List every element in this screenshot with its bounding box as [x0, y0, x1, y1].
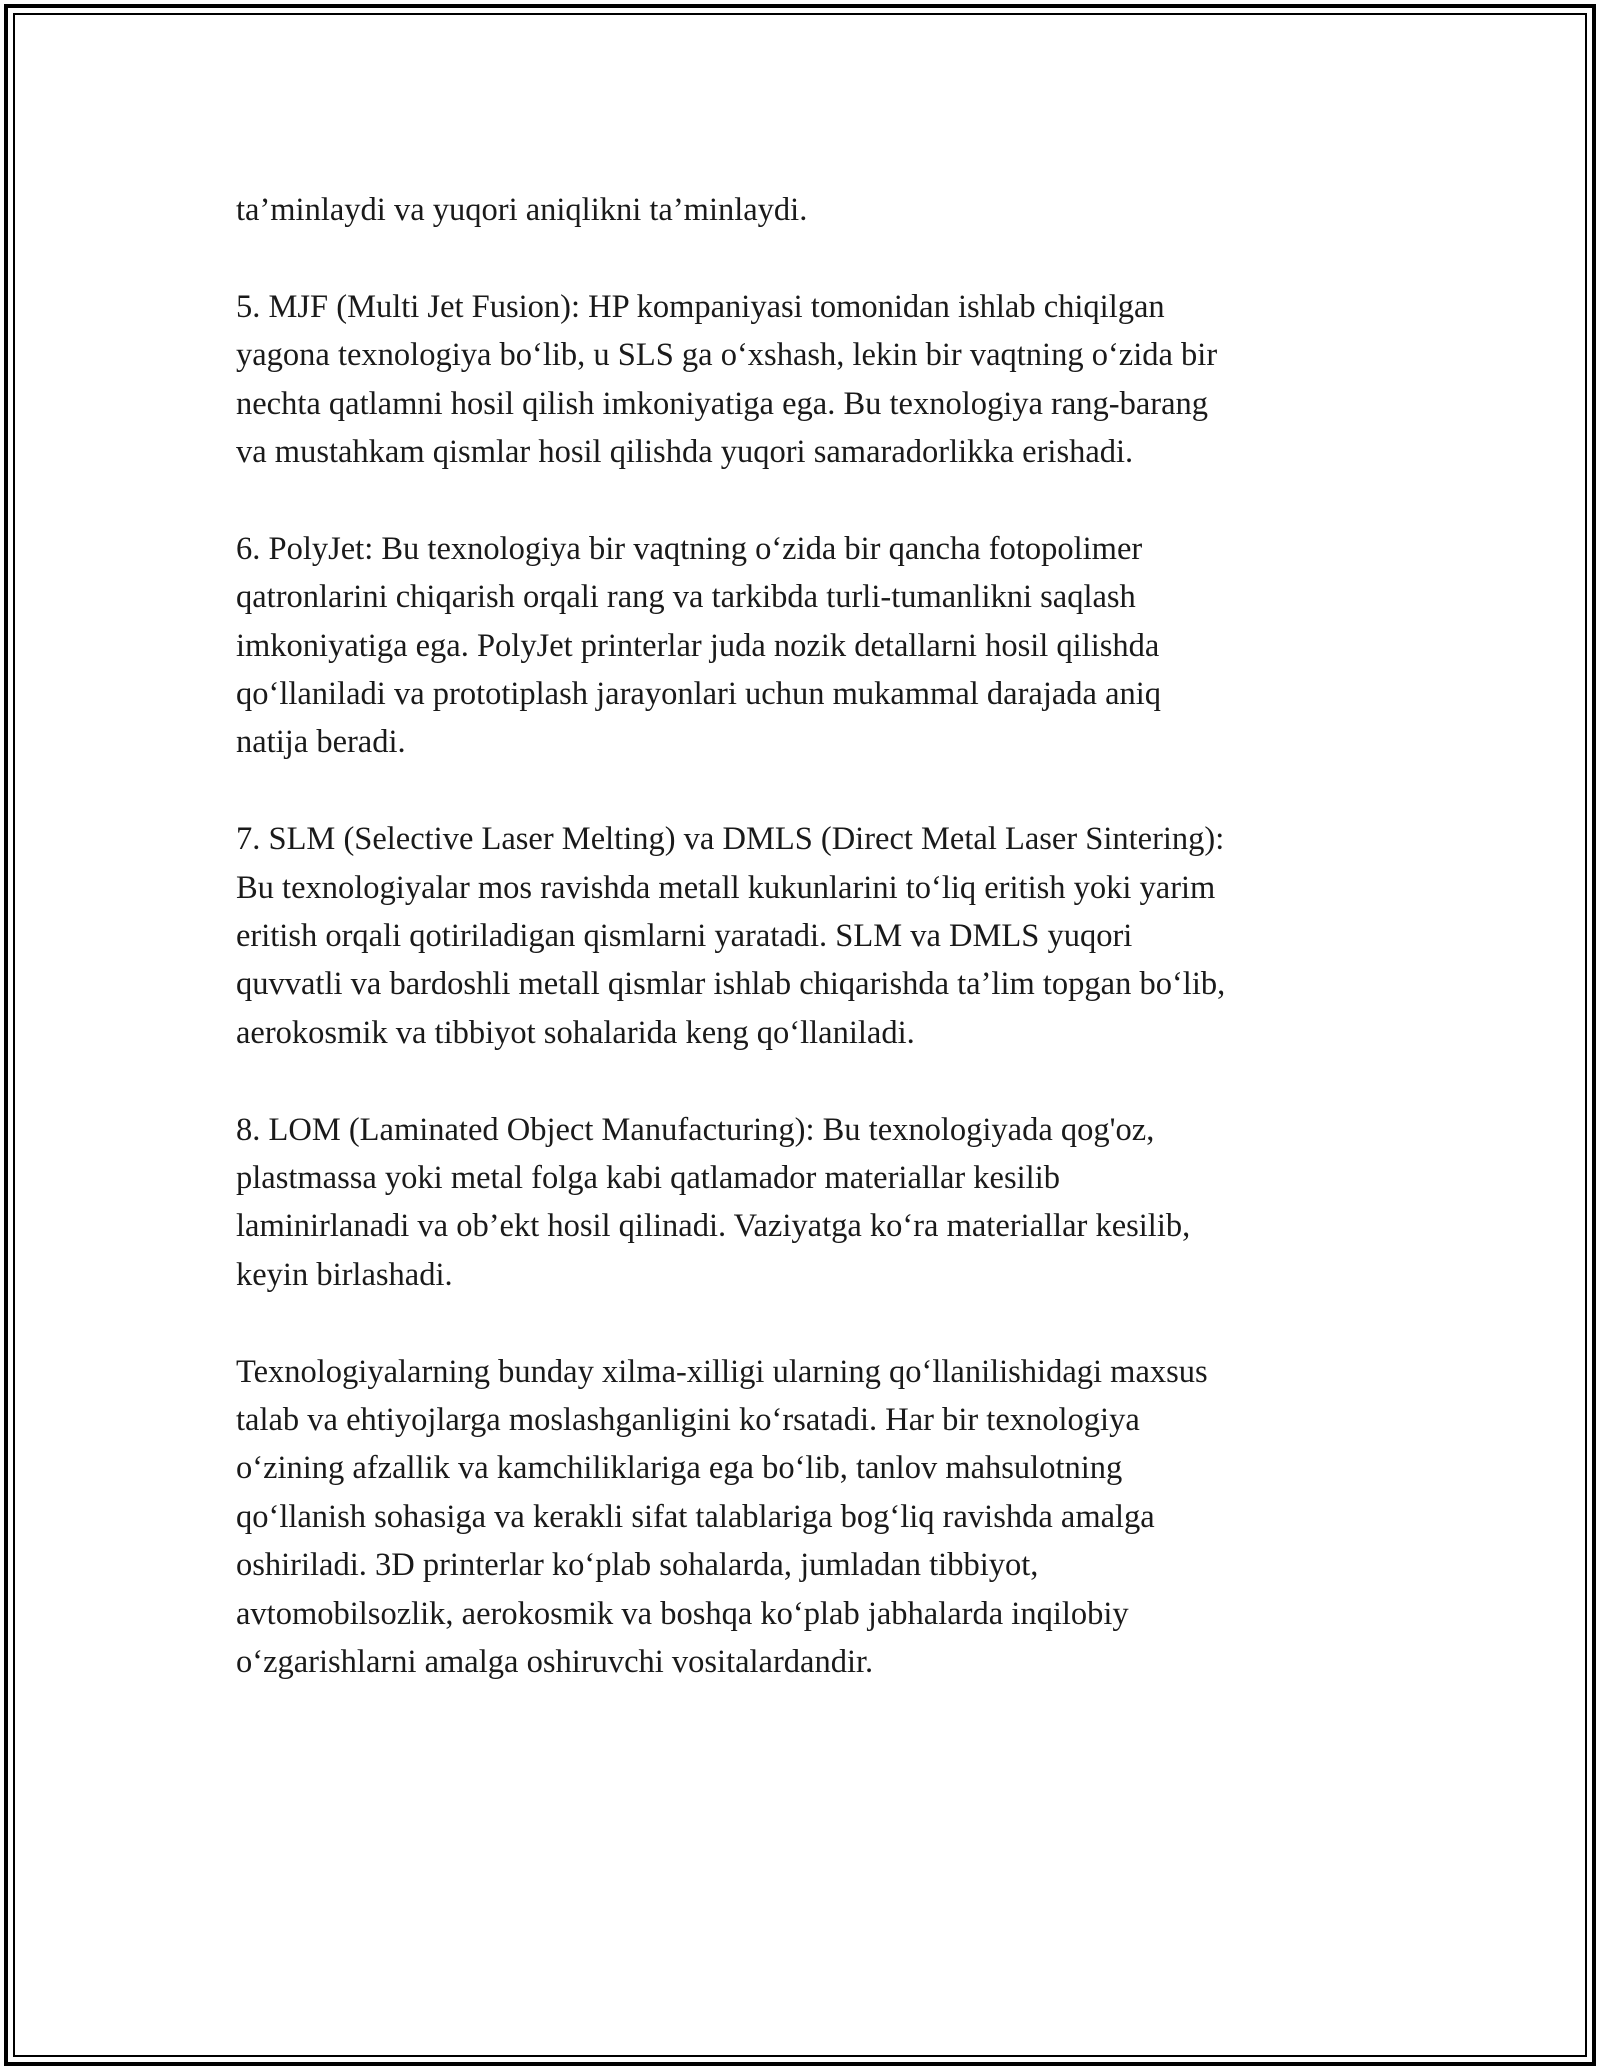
paragraph-item-6-polyjet — [236, 525, 1376, 767]
text-line: avtomobilsozlik, aerokosmik va boshqa ko‘plab jabhalarda inqilobiy — [236, 1595, 1129, 1632]
text-line: qo‘llaniladi va prototiplash jarayonlari uchun mukammal darajada aniq — [236, 676, 1162, 713]
text-line: 6. PolyJet: Bu texnologiya bir vaqtning o‘zida bir qancha fotopolimer — [236, 530, 1143, 567]
text-line: 5. MJF (Multi Jet Fusion): HP kompaniyasi tomonidan ishlab chiqilgan — [236, 288, 1165, 325]
text-line: natija beradi. — [236, 724, 406, 761]
text-line: nechta qatlamni hosil qilish imkoniyatiga ega. Bu texnologiya rang-barang — [236, 385, 1209, 422]
text-line: o‘zining afzallik va kamchiliklariga ega bo‘lib, tanlov mahsulotning — [236, 1450, 1123, 1487]
text-line: Bu texnologiyalar mos ravishda metall kukunlarini to‘liq eritish yoki yarim — [236, 869, 1216, 906]
text-line: ta’minlaydi va yuqori aniqlikni ta’minlaydi. — [236, 192, 808, 228]
text-line: laminirlanadi va ob’ekt hosil qilinadi. Vaziyatga ko‘ra materiallar kesilib, — [236, 1208, 1191, 1245]
paragraph-conclusion — [236, 1348, 1376, 1687]
paragraph-item-8-lom — [236, 1106, 1376, 1300]
text-line: plastmassa yoki metal folga kabi qatlamador materiallar kesilib — [236, 1160, 1060, 1197]
text-line: keyin birlashadi. — [236, 1256, 453, 1293]
paragraph-item-5-mjf — [236, 283, 1376, 477]
document-body — [236, 186, 1376, 1735]
paragraph-item-7-slm-dmls — [236, 815, 1376, 1057]
text-line: quvvatli va bardoshli metall qismlar ishlab chiqarishda ta’lim topgan bo‘lib, — [236, 966, 1226, 1003]
text-line: yagona texnologiya bo‘lib, u SLS ga o‘xshash, lekin bir vaqtning o‘zida bir — [236, 337, 1218, 374]
text-line: talab va ehtiyojlarga moslashganligini ko‘rsatadi. Har bir texnologiya — [236, 1402, 1140, 1439]
text-line: 8. LOM (Laminated Object Manufacturing): Bu texnologiyada qog'oz, — [236, 1111, 1155, 1148]
text-line: eritish orqali qotiriladigan qismlarni yaratadi. SLM va DMLS yuqori — [236, 918, 1133, 955]
text-line: 7. SLM (Selective Laser Melting) va DMLS (Direct Metal Laser Sintering): — [236, 821, 1225, 858]
text-line: va mustahkam qismlar hosil qilishda yuqori samaradorlikka erishadi. — [236, 434, 1134, 471]
text-line: oshiriladi. 3D printerlar ko‘plab sohalarda, jumladan tibbiyot, — [236, 1547, 1039, 1584]
text-line: o‘zgarishlarni amalga oshiruvchi vositalardandir. — [236, 1644, 874, 1681]
text-line: qo‘llanish sohasiga va kerakli sifat talablariga bog‘liq ravishda amalga — [236, 1498, 1155, 1535]
text-line: Texnologiyalarning bunday xilma-xilligi ularning qo‘llanilishidagi maxsus — [236, 1353, 1208, 1390]
text-line: aerokosmik va tibbiyot sohalarida keng qo‘llaniladi. — [236, 1014, 915, 1051]
text-line: imkoniyatiga ega. PolyJet printerlar juda nozik detallarni hosil qilishda — [236, 627, 1160, 664]
text-line: qatronlarini chiqarish orqali rang va tarkibda turli-tumanlikni saqlash — [236, 579, 1136, 616]
paragraph-continuation — [236, 186, 1376, 234]
